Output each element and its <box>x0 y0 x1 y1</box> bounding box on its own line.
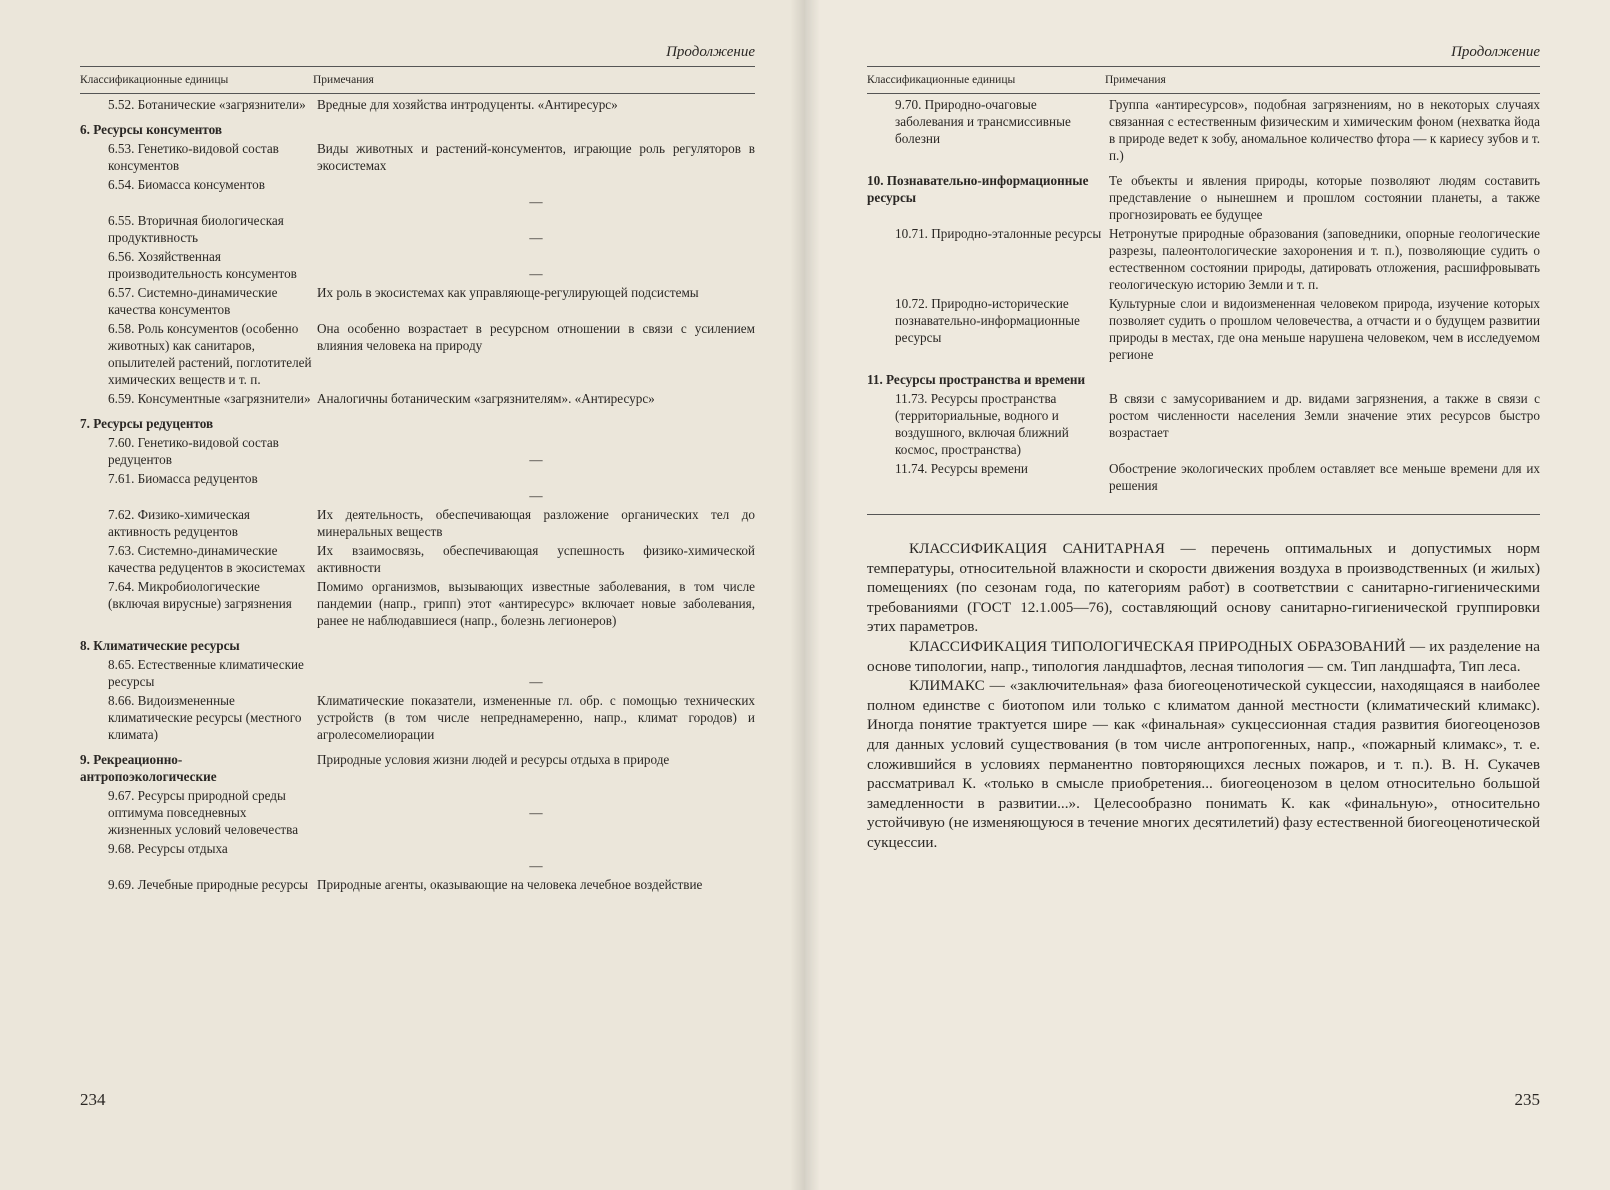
classification-note: В связи с замусориванием и др. видами загрязнения, а также в связи с ростом численности населения Земли значение этих ресурсов быстро возрастает <box>1109 391 1540 440</box>
classification-unit: 11.74. Ресурсы времени <box>895 461 1028 476</box>
classification-note: Помимо организмов, вызывающих известные заболевания, в том числе пандемии (напр., грипп) этот «антиресурс» включает новые заболевания, ранее не наблюдавшиеся (напр., болезнь легионеров) <box>317 579 755 628</box>
classification-unit: 7.61. Биомасса редуцентов <box>108 471 258 486</box>
classification-unit: 10.72. Природно-исторические познавательно-информационные ресурсы <box>895 296 1080 345</box>
table-row <box>80 470 755 504</box>
page-number-left: 234 <box>80 1090 106 1109</box>
classification-note: Природные условия жизни людей и ресурсы отдыха в природе <box>317 752 670 767</box>
table-header <box>867 67 1540 93</box>
table-row <box>867 96 1540 164</box>
classification-note: Их роль в экосистемах как управляюще-регулирующей подсистемы <box>317 285 699 300</box>
table-row <box>867 295 1540 363</box>
classification-note: — <box>529 194 543 209</box>
classification-note: Вредные для хозяйства интродуценты. «Антиресурс» <box>317 97 618 112</box>
classification-unit: 8.65. Естественные климатические ресурсы <box>108 657 304 689</box>
classification-note: — <box>529 674 543 689</box>
table-row <box>80 656 755 690</box>
table-row <box>80 248 755 282</box>
classification-note: Виды животных и растений-консументов, играющие роль регуляторов в экосистемах <box>317 141 755 173</box>
table-row <box>80 840 755 874</box>
table-row <box>80 390 755 407</box>
table-header-rule <box>867 93 1540 94</box>
classification-note: Их взаимосвязь, обеспечивающая успешность физико-химической активности <box>317 543 755 575</box>
classification-note: — <box>529 805 543 820</box>
table-row <box>80 876 755 893</box>
classification-note: — <box>529 488 543 503</box>
classification-note: — <box>529 452 543 467</box>
section-heading: 11. Ресурсы пространства и времени <box>867 372 1086 387</box>
classification-note: Нетронутые природные образования (заповедники, опорные геологические разрезы, палеонтологические захоронения и т. п.), позволяющие судить о естественном состоянии природы, датировать отложения, расшифровывать геологическую историю Земли и т. п. <box>1109 226 1540 292</box>
classification-note: Обострение экологических проблем оставляет все меньше времени для их решения <box>1109 461 1540 493</box>
classification-unit: 5.52. Ботанические «загрязнители» <box>108 97 306 112</box>
table-row <box>867 460 1540 494</box>
classification-unit: 9.68. Ресурсы отдыха <box>108 841 228 856</box>
continued-label: Продолжение <box>1451 44 1540 60</box>
classification-unit: 7.60. Генетико-видовой состав редуцентов <box>108 435 279 467</box>
classification-unit: 7.63. Системно-динамические качества редуцентов в экосистемах <box>108 543 306 575</box>
table-row <box>80 176 755 210</box>
classification-unit: 9. Рекреационно-антропоэкологические <box>80 752 217 784</box>
classification-unit: 6.59. Консументные «загрязнители» <box>108 391 311 406</box>
table-row <box>80 542 755 576</box>
table-row <box>80 578 755 629</box>
table-row <box>80 212 755 246</box>
section-heading: 8. Климатические ресурсы <box>80 638 240 653</box>
classification-unit: 7.62. Физико-химическая активность редуцентов <box>108 507 250 539</box>
table-row <box>80 434 755 468</box>
column-header-classification: Классификационные единицы <box>80 74 229 86</box>
classification-note: — <box>529 230 543 245</box>
section-heading: 7. Ресурсы редуцентов <box>80 416 214 431</box>
classification-note: Те объекты и явления природы, которые позволяют людям составить представление о нынешнем и прошлом состоянии планеты, а также прогнозировать ее будущее <box>1109 173 1540 222</box>
dictionary-entry: КЛАССИФИКАЦИЯ ТИПОЛОГИЧЕСКАЯ ПРИРОДНЫХ ОБРАЗОВАНИЙ — их разделение на основе типологии, напр., типология ландшафтов, лесная типология — см. Тип ландшафта, Тип леса. <box>867 637 1540 675</box>
continued-label: Продолжение <box>666 44 755 60</box>
left-table-body <box>80 96 755 893</box>
classification-note: Природные агенты, оказывающие на человека лечебное воздействие <box>317 877 703 892</box>
table-bottom-rule <box>867 514 1540 515</box>
table-row <box>80 692 755 743</box>
classification-note: Аналогичны ботаническим «загрязнителям». «Антиресурс» <box>317 391 655 406</box>
table-row <box>80 320 755 388</box>
table-row <box>80 96 755 113</box>
classification-note: Климатические показатели, измененные гл. обр. с помощью технических устройств (в том числе непреднамеренно, напр., климат городов) и агролесомелиорации <box>317 693 755 742</box>
book-gutter <box>790 0 820 1190</box>
dictionary-entry: КЛИМАКС — «заключительная» фаза биогеоценотической сукцессии, находящаяся в наиболее полном единстве с биотопом или только с климатом данной местности (климатический климакс). Иногда понятие трактуется шире — как «финальная» сукцессионная стадия развития биогеоценозов для данных условий существования (в том числе антропогенных, напр., «пожарный климакс», т. е. сложившийся в условиях перманентно повторяющихся лесных пожаров, и т. п.). В. Н. Сукачев рассматривал К. «только в смысле приобретения... биогеоценозом в целом относительно большой замедленности в развитии...». Целесообразно понимать К. как «финальную», относительно устойчивую (не изменяющуюся в течение многих десятилетий) фазу естественной биогеоценотической сукцессии. <box>867 677 1540 851</box>
column-header-classification: Классификационные единицы <box>867 74 1016 86</box>
classification-unit: 8.66. Видоизмененные климатические ресурсы (местного климата) <box>108 693 302 742</box>
page-number-right: 235 <box>1514 1090 1540 1109</box>
classification-unit: 11.73. Ресурсы пространства (территориальные, водного и воздушного, включая ближний космос, пространства) <box>895 391 1069 457</box>
classification-unit: 9.67. Ресурсы природной среды оптимума повседневных жизненных условий человечества <box>108 788 299 837</box>
classification-note: — <box>529 858 543 873</box>
classification-note: Культурные слои и видоизмененная человеком природа, изучение которых позволяет судить о прошлом человечества, а отчасти и о будущем развитии природы в местах, где она меньше нарушена человеком, чем в исследуемом регионе <box>1109 296 1540 362</box>
right-table-body <box>867 96 1540 494</box>
classification-unit: 10.71. Природно-эталонные ресурсы <box>895 226 1102 241</box>
table-row <box>80 506 755 540</box>
section-heading: 6. Ресурсы консументов <box>80 122 222 137</box>
table-row <box>867 225 1540 293</box>
classification-note: — <box>529 266 543 281</box>
column-header-notes: Примечания <box>313 74 374 86</box>
classification-unit: 6.55. Вторичная биологическая продуктивность <box>108 213 284 245</box>
table-row <box>867 172 1540 223</box>
dictionary-entry: КЛАССИФИКАЦИЯ САНИТАРНАЯ — перечень оптимальных и допустимых норм температуры, относительной влажности и скорости движения воздуха в производственных (и жилых) помещениях (по сезонам года, по категориям работ) в соответствии с санитарно-гигиеническими требованиями (ГОСТ 12.1.005—76), составляющий основу санитарно-гигиенической группировки этих параметров. <box>867 540 1540 636</box>
table-header-rule <box>80 93 755 94</box>
dictionary-entries <box>867 539 1540 853</box>
right-page <box>805 0 1610 1190</box>
classification-unit: 6.58. Роль консументов (особенно животных) как санитаров, опылителей растений, поглотителей химических веществ и т. п. <box>108 321 312 387</box>
classification-unit: 6.57. Системно-динамические качества консументов <box>108 285 278 317</box>
table-row <box>80 751 755 785</box>
classification-note: Группа «антиресурсов», подобная загрязнениям, но в некоторых случаях связанная с естественным физическим и химическим фоном (нехватка йода в природе ведет к зобу, аномальное количество фтора — к кариесу зубов и т. п.) <box>1109 97 1540 163</box>
table-row <box>80 140 755 174</box>
table-row <box>80 284 755 318</box>
classification-note: Их деятельность, обеспечивающая разложение органических тел до минеральных веществ <box>317 507 755 539</box>
table-row <box>80 787 755 838</box>
classification-unit: 6.56. Хозяйственная производительность консументов <box>108 249 297 281</box>
classification-unit: 9.69. Лечебные природные ресурсы <box>108 877 308 892</box>
classification-unit: 6.53. Генетико-видовой состав консументов <box>108 141 279 173</box>
classification-unit: 9.70. Природно-очаговые заболевания и трансмиссивные болезни <box>895 97 1071 146</box>
classification-unit: 10. Познавательно-информационные ресурсы <box>867 173 1089 205</box>
column-header-notes: Примечания <box>1105 74 1166 86</box>
classification-unit: 6.54. Биомасса консументов <box>108 177 265 192</box>
classification-note: Она особенно возрастает в ресурсном отношении в связи с усилением влияния человека на природу <box>317 321 755 353</box>
table-header <box>80 67 755 93</box>
classification-unit: 7.64. Микробиологические (включая вирусные) загрязнения <box>108 579 292 611</box>
table-row <box>867 390 1540 458</box>
